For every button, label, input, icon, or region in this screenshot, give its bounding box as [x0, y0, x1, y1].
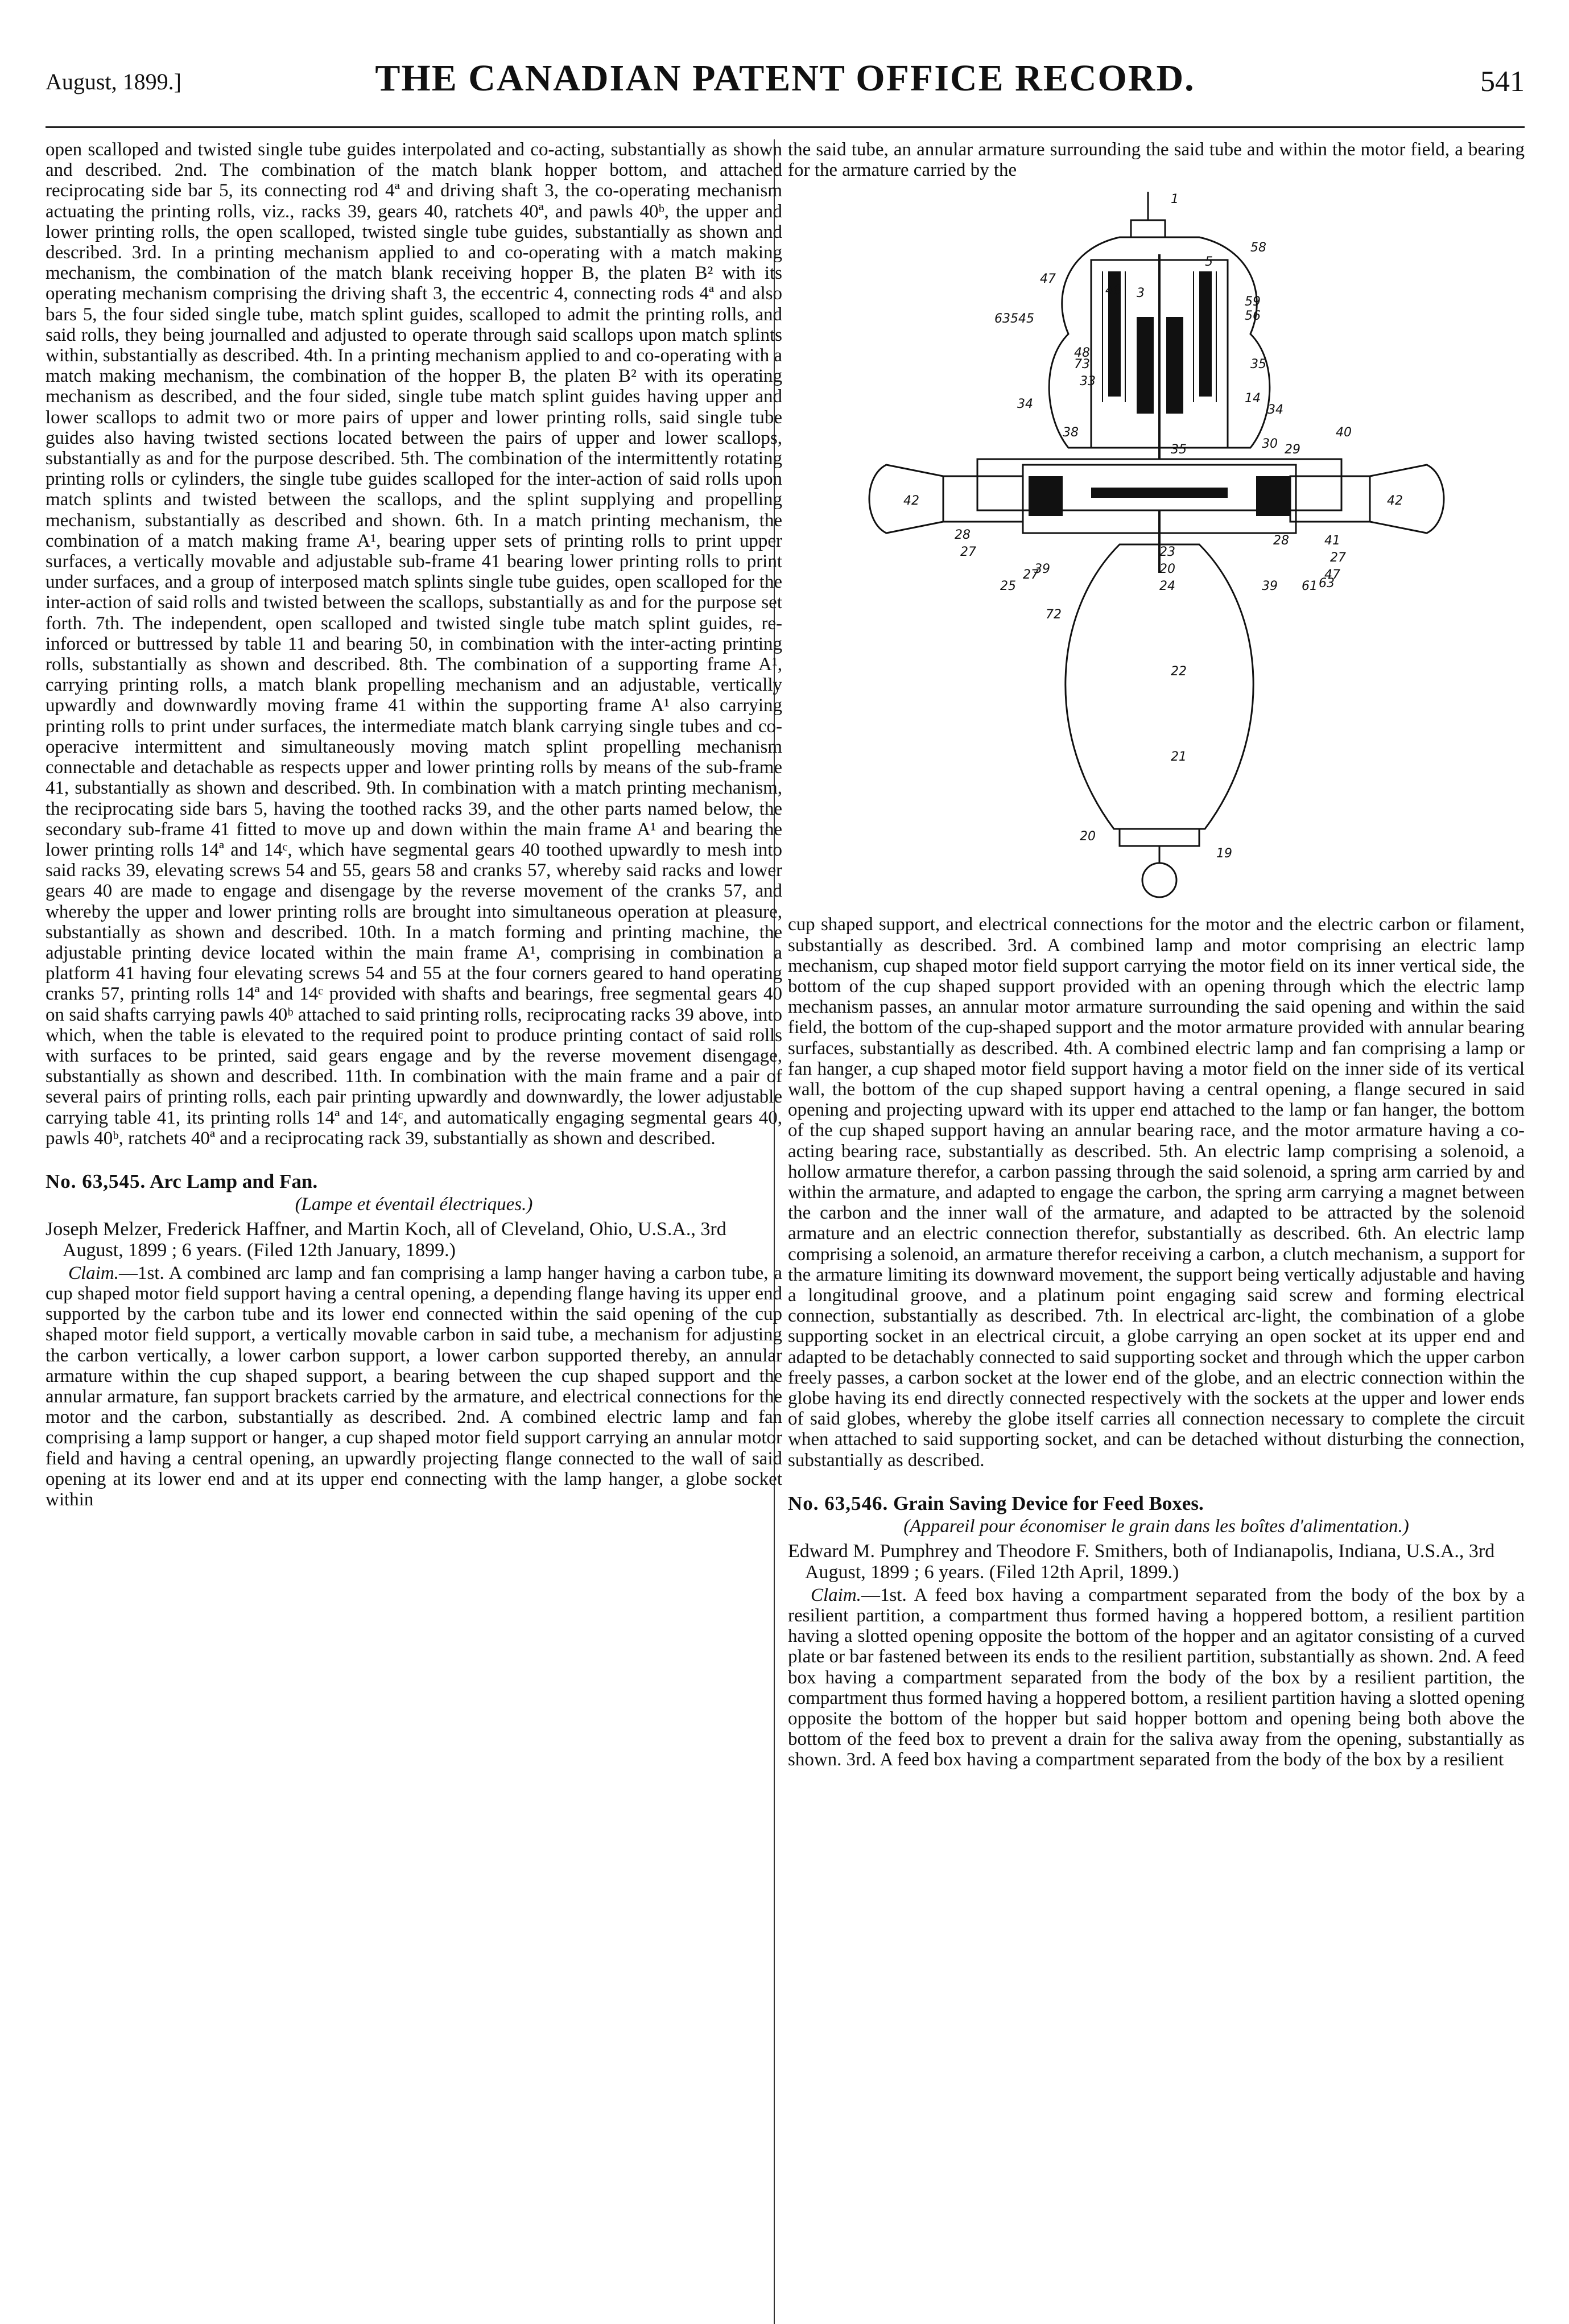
figure-label: 24: [1159, 579, 1175, 594]
left-column: [46, 139, 782, 1510]
figure-label: 39: [1261, 579, 1278, 594]
patent-claims: [788, 1585, 1525, 1770]
figure-label: 61: [1301, 579, 1318, 594]
figure-label: 27: [960, 545, 976, 560]
figure-label: 21: [1170, 750, 1187, 765]
figure-label: 5: [1204, 255, 1213, 270]
figure-label: 28: [1273, 534, 1289, 548]
patent-number: No. 63,546.: [788, 1492, 889, 1514]
figure-label: 35: [1170, 443, 1187, 457]
figure-label: 56: [1244, 309, 1261, 324]
patent-title: Arc Lamp and Fan.: [150, 1170, 318, 1192]
figure-label: 22: [1170, 664, 1187, 679]
figure-label: 23: [1159, 545, 1175, 560]
claim-label: Claim.: [811, 1584, 861, 1605]
figure-label: 28: [954, 528, 971, 543]
figure-label: 20: [1079, 829, 1096, 844]
patent-inventors: Edward M. Pumphrey and Theodore F. Smithers, both of Indianapolis, Indiana, U.S.A., 3rd August, 1899 ; 6 years. (Filed 12th April, 1899.): [788, 1541, 1495, 1583]
figure-label: 41: [1324, 534, 1340, 548]
figure-label: 27: [1022, 568, 1039, 583]
issue-date: August, 1899.]: [46, 69, 181, 94]
figure-label: 40: [1335, 426, 1352, 440]
figure-label: 20: [1159, 562, 1175, 577]
continued-claim-text: the said tube, an annular armature surrounding the said tube and within the motor field, a bearing for the armature carried by the: [788, 139, 1525, 181]
patent-claims: [46, 1263, 782, 1510]
patent-number-on-figure: 63545: [994, 312, 1034, 327]
figure-label: 58: [1250, 241, 1266, 255]
figure-label: 35: [1250, 357, 1266, 372]
figure-label: 14: [1244, 391, 1261, 406]
right-column: [788, 139, 1525, 1770]
patent-title: Grain Saving Device for Feed Boxes.: [893, 1492, 1204, 1514]
figure-label: 73: [1073, 357, 1090, 372]
claim-text: —1st. A combined arc lamp and fan comprising a lamp hanger having a carbon tube, a cup shaped motor field support having a central opening, a depending flange having its upper end supported by the carbon tube and its lower end connected within the said opening of the cup shaped motor field support, a vertically movable carbon in said tube, a mechanism for adjusting the carbon vertically, a lower carbon support, a lower carbon supported thereby, an annular armature within the cup shaped support, a bearing between the cup shaped support and the annular armature, fan support brackets carried by the armature, and electrical connections for the motor and the carbon, substantially as described. 2nd. A combined electric lamp and fan comprising a lamp support or hanger, a cup shaped motor field support carrying an annular motor field and having a central opening, an upwardly projecting flange connected to the wall of said opening at its lower end and at its upper end connecting with the lamp hanger, a globe socket within: [46, 1262, 782, 1510]
figure-label: 33: [1079, 374, 1096, 389]
patent-heading: [46, 1171, 782, 1192]
figure-label: 29: [1284, 443, 1300, 457]
figure-label: 34: [1017, 397, 1033, 412]
page-number: 541: [1480, 65, 1525, 98]
journal-title: THE CANADIAN PATENT OFFICE RECORD.: [375, 57, 1195, 99]
figure-label: 19: [1216, 847, 1232, 861]
figure-label: 1: [1170, 192, 1179, 207]
figure-label: 38: [1062, 426, 1079, 440]
figure-label: 47: [1324, 568, 1340, 583]
patent-subtitle: (Appareil pour économiser le grain dans les boîtes d'alimentation.): [903, 1516, 1409, 1537]
figure-label: 59: [1244, 295, 1261, 309]
remaining-claims: cup shaped support, and electrical connections for the motor and the electric carbon or filament, substantially as described. 3rd. A combined lamp and motor comprising an electric lamp mechanism, cup shaped motor field support carrying the motor field on its inner vertical side, the bottom of the cup shaped support provided with an opening through which the electric lamp mechanism passes, an annular motor armature surrounding the said opening and within the said field, the bottom of the cup-shaped support and the motor armature provided with annular bearing surfaces, substantially as described. 4th. A combined electric lamp and fan comprising a lamp or fan hanger, a cup shaped motor field support having a motor field on the inner side of its vertical wall, the bottom of the cup shaped support having a central opening, a flange secured in said opening and projecting upward with its upper end attached to the lamp or fan hanger, the bottom of the cup shaped support having an annular bearing race, and the motor armature having a co-acting bearing race, substantially as described. 5th. An electric lamp comprising a solenoid, a hollow armature therefor, a carbon passing through the said solenoid, a spring arm carried by and within the armature, and adapted to engage the carbon, the spring arm carrying a magnet between the carbon and the inner wall of the armature, and adapted to be attracted by the solenoid armature and an electric connection therefor, substantially as described. 6th. An electric lamp comprising a solenoid, an armature therefor receiving a carbon, a clutch mechanism, a support for the armature limiting its downward movement, the support being vertically adjustable and having a longitudinal groove, and a platinum point engaging said screw and forming electrical connection, substantially as described. 7th. In electrical arc-light, the combination of a globe supporting socket in an electrical circuit, a globe carrying an open socket at its upper end and adapted to be detachably connected to said supporting socket and through which the upper carbon freely passes, a carbon socket at the lower end of the globe, and an electric connection within the globe having its end directly connected respectively with the sockets at the upper and lower ends of said globes, whereby the globe itself carries all connection necessary to complete the circuit when attached to said supporting socket, and can be detached without disturbing the connection, substantially as described.: [788, 914, 1525, 1471]
figure-label: 48: [1073, 346, 1090, 361]
patent-heading: [788, 1493, 1525, 1514]
figure-label: 47: [1039, 272, 1056, 287]
arc-lamp-figure: [852, 180, 1461, 909]
figure-label: 40: [1105, 283, 1121, 298]
figure-label: 27: [1329, 551, 1346, 565]
claim-text: —1st. A feed box having a compartment separated from the body of the box by a resilient partition, a compartment thus formed having a hoppered bottom, a resilient partition having a slotted opening opposite the bottom of the hopper and an agitator consisting of a curved plate or bar fastened between its ends to the resilient partition, substantially as shown. 2nd. A feed box having a compartment separated from the body of the box by a resilient partition, the compartment thus formed having a hoppered bottom, a resilient partition having a slotted opening opposite the bottom of the hopper but said hopper bottom and opening being both above the bottom of the feed box to prevent a drain for the saliva away from the opening, substantially as shown. 3rd. A feed box having a compartment separated from the body of the box by a resilient: [788, 1584, 1525, 1770]
header-rule: [46, 126, 1525, 128]
page-header: [46, 57, 1525, 119]
figure-label: 39: [1034, 562, 1050, 577]
continued-claims: open scalloped and twisted single tube guides interpolated and co-acting, substantially as shown and described. 2nd. The combination of the match blank hopper bottom, and attached reciprocating side bar 5, its connecting rod 4ª and driving shaft 3, the co-operating mechanism actuating the printing rolls, viz., racks 39, gears 40, ratchets 40ª, and pawls 40ᵇ, the upper and lower printing rolls, the open scalloped, twisted single tube guides, substantially as shown and described. 3rd. In a printing mechanism applied to and co-operating with a match making mechanism, the combination of the match blank receiving hopper B, the platen B² with its operating mechanism comprising the driving shaft 3, the eccentric 4, connecting rods 4ª and also bars 5, the four sided single tube, match splint guides, scalloped to admit the printing rolls, and said rolls, they being journalled and adjusted to operate through said scallops upon match splints within, substantially as described. 4th. In a printing mechanism applied to and co-operating with a match making mechanism, the combination of the hopper B, the platen B² with its operating mechanism as described, and the four sided, single tube match splint guides having upper and lower scallops to admit two or more pairs of upper and lower printing rolls, said single tube guides also having twisted sections located between the pairs of upper and lower scallops, substantially as and for the purpose described. 5th. The combination of the intermittently rotating printing rolls or cylinders, the single tube guides scalloped for the inter-action of said rolls upon match splints and twisted between the scallops, and the splint supplying and propelling mechanism, substantially as described and shown. 6th. In a match printing mechanism, the combination of a match making frame A¹, bearing upper sets of printing rolls to print upper surfaces, a vertically movable and adjustable sub-frame 41 bearing lower printing rolls to print under surfaces, and a group of interposed match splints single tube guides, open scalloped for the inter-action of said rolls and twisted between the scallops, substantially as and for the purpose set forth. 7th. The independent, open scalloped and twisted single tube match splint guides, re-inforced or buttressed by table 11 and bearing 50, in combination with the inter-acting printing rolls, substantially as shown and described. 8th. The combination of a supporting frame A¹, carrying printing rolls, a match blank propelling mechanism and an adjustable, vertically upwardly and downwardly moving frame 41 within the supporting frame A¹ also carrying printing rolls to print under surfaces, the intermediate match blank carrying single tubes and co-operacive intermittent and simultaneously moving match splint propelling mechanism connectable and detachable as respects upper and lower printing rolls by means of the sub-frame 41, substantially as shown and described. 9th. In combination with a match printing mechanism, the reciprocating side bars 5, having the toothed racks 39, and the other parts named below, the secondary sub-frame 41 fitted to move up and down within the main frame A¹ and bearing the lower printing rolls 14ª and 14ᶜ, which have segmental gears 40 toothed upwardly to mesh into said racks 39, elevating screws 54 and 55, gears 58 and cranks 57, whereby said racks and lower gears 40 are made to engage and disengage by the reverse movement of the cranks 57, and whereby the upper and lower printing rolls are brought into simultaneous operation at pleasure, substantially as shown and described. 10th. In a match forming and printing machine, the adjustable printing device located within the main frame A¹, comprising in combination a platform 41 having four elevating screws 54 and 55 at the four corners geared to hand operating cranks 57, printing rolls 14ª and 14ᶜ provided with shafts and bearings, free segmental gears 40 on said shafts carrying pawls 40ᵇ attached to said printing rolls, reciprocating racks 39 above, into which, when the table is elevated to the required point to produce printing contact of said rolls with surfaces to be printed, said gears engage and by the reverse movement disengage, substantially as shown and described. 11th. In combination with the main frame and a pair of several pairs of printing rolls, each pair printing upwardly and downwardly, the lower adjustable carrying table 41, its printing rolls 14ª and 14ᶜ, and automatically engaging segmental gears 40, pawls 40ᵇ, ratchets 40ª and a reciprocating rack 39, substantially as shown and described.: [46, 139, 782, 1149]
claim-label: Claim.: [68, 1262, 119, 1283]
figure-label: 42: [1386, 494, 1403, 509]
figure-label: 42: [903, 494, 919, 509]
figure-label: 3: [1136, 286, 1145, 301]
figure-label: 25: [1000, 579, 1016, 594]
figure-label: 63: [1318, 576, 1335, 591]
figure-label: 72: [1045, 608, 1062, 622]
patent-inventors: Joseph Melzer, Frederick Haffner, and Martin Koch, all of Cleveland, Ohio, U.S.A., 3rd August, 1899 ; 6 years. (Filed 12th January, 1899.): [46, 1219, 726, 1261]
figure-label: 34: [1267, 403, 1283, 418]
patent-subtitle: (Lampe et éventail électriques.): [295, 1194, 533, 1215]
figure-label: 30: [1261, 437, 1278, 452]
patent-number: No. 63,545.: [46, 1170, 146, 1192]
